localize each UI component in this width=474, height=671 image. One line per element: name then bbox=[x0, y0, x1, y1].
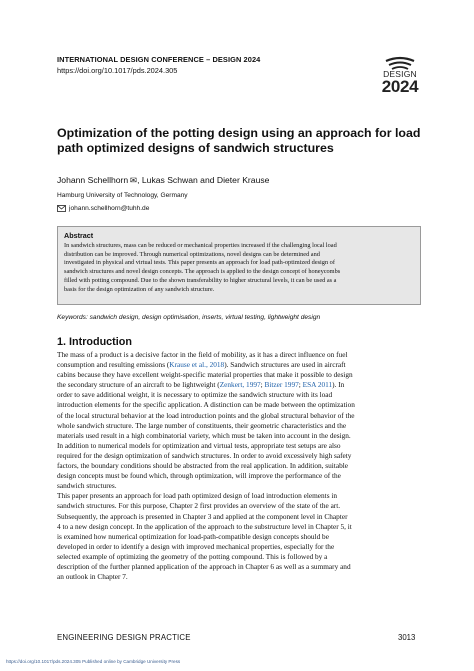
body-line: is examined how numerical optimization for load-path-compatible design concepts should be bbox=[57, 531, 329, 541]
doi-link[interactable]: https://doi.org/10.1017/pds.2024.305 bbox=[57, 66, 178, 75]
citation-link[interactable]: Krause et al., 2018 bbox=[169, 360, 225, 370]
introduction-body bbox=[57, 350, 419, 582]
body-line bbox=[57, 360, 419, 370]
body-line: factors, the boundary conditions should be abstracted from the real application. In addition, suitable bbox=[57, 461, 348, 471]
body-line: In addition to numerical models for optimization and virtual tests, appropriate test setups are also bbox=[57, 440, 341, 450]
body-line: sandwich structures. bbox=[57, 481, 117, 491]
abstract-line: investigated in physical and virtual tests. This paper presents an approach for load path-optimized design of bbox=[64, 259, 335, 267]
logo-word: DESIGN bbox=[383, 69, 417, 79]
email-address[interactable]: johann.schellhorn@tuhh.de bbox=[69, 205, 150, 212]
body-line: developed in order to identify a design with improved mechanical properties, especially for the bbox=[57, 541, 335, 551]
page-number: 3013 bbox=[398, 633, 416, 642]
body-line: materials used result in a high combinatorial variety, which must be taken into account in the design. bbox=[57, 430, 351, 440]
footer-journal: ENGINEERING DESIGN PRACTICE bbox=[57, 633, 191, 642]
body-line: 4 to a new design concept. In the application of the approach to the substructure level in Chapter 5, it bbox=[57, 521, 352, 531]
citation-link[interactable]: Zenkert, 1997 bbox=[219, 380, 261, 390]
section-heading: 1. Introduction bbox=[57, 336, 132, 348]
body-line: an outlook in Chapter 7. bbox=[57, 572, 128, 582]
abstract-line: sandwich structures and novel design concepts. The approach is applied to the design concept of honeycombs bbox=[64, 268, 341, 276]
conference-name: INTERNATIONAL DESIGN CONFERENCE – DESIGN 2024 bbox=[57, 55, 261, 64]
body-text-span: consumption and resulting emissions ( bbox=[57, 360, 170, 370]
abstract-line: distribution can be improved. Through numerical optimizations, novel designs can be determined and bbox=[64, 250, 320, 258]
body-line: sandwich structures. For this purpose, Chapter 2 first provides an overview of the state of the art. bbox=[57, 501, 341, 511]
body-text-span: ). Sandwich structures are used in aircraft bbox=[224, 360, 346, 370]
citation-link[interactable]: Bitzer 1997 bbox=[264, 380, 299, 390]
body-line: whole sandwich structure. The large number of constituents, their geometric characteristics and the bbox=[57, 420, 347, 430]
design-conference-logo bbox=[378, 56, 422, 104]
affiliation: Hamburg University of Technology, Germany bbox=[57, 192, 188, 199]
logo-arcs-icon bbox=[378, 56, 422, 70]
body-text-span: ; bbox=[298, 380, 303, 390]
envelope-icon bbox=[57, 205, 66, 212]
body-line: Subsequently, the approach is presented in Chapter 3 and applied at the component level in Chapter bbox=[57, 511, 348, 521]
body-line: cabins because they have excellent weight-specific material properties that make it possible to design bbox=[57, 370, 353, 380]
email-row bbox=[57, 205, 149, 212]
body-line: selected example of optimizing the geometry of the potting compound. This is followed by a bbox=[57, 551, 328, 561]
body-line: introduction elements for the specific application. A distinction can be made between the optimization bbox=[57, 400, 355, 410]
body-line: The mass of a product is a decisive factor in the field of mobility, as it has a direct influence on fuel bbox=[57, 350, 348, 359]
paper-title: Optimization of the potting design using an approach for load path optimized designs of sandwich structures bbox=[57, 126, 421, 155]
body-line: required for the design optimization of sandwich structures. In order to avoid excessively high safety bbox=[57, 450, 352, 460]
body-text-span: the secondary structure of an aircraft to be lightweight ( bbox=[57, 380, 220, 390]
body-line: This paper presents an approach for load path optimized design of load introduction elements in bbox=[57, 491, 338, 501]
keywords: Keywords: sandwich design, design optimisation, inserts, virtual testing, lightweight design bbox=[57, 314, 321, 321]
body-line: of the local structural behavior at the load introduction points and the global structural behavior of the bbox=[57, 410, 355, 420]
body-text-span: ; bbox=[260, 380, 265, 390]
abstract-line: basis for the design optimization of any sandwich structure. bbox=[64, 285, 215, 293]
citation-link[interactable]: ESA 2011 bbox=[302, 380, 333, 390]
body-line: order to save additional weight, it is necessary to optimize the sandwich structure with its load bbox=[57, 390, 333, 400]
abstract-line: filled with potting compound. Due to the shown transferability to higher structural levels, it can be used as a bbox=[64, 276, 337, 284]
body-line: description of the further planned application of the approach in Chapter 6 as well as a summary and bbox=[57, 561, 351, 571]
abstract-heading: Abstract bbox=[64, 231, 94, 240]
logo-year: 2024 bbox=[381, 77, 419, 96]
publisher-note[interactable]: https://doi.org/10.1017/pds.2024.305 Published online by Cambridge University Press bbox=[6, 659, 181, 664]
body-line: design concepts must be found which, through optimization, will improve the performance of the bbox=[57, 471, 341, 481]
author-list: Johann Schellhorn ✉, Lukas Schwan and Dieter Krause bbox=[57, 175, 270, 185]
abstract-box bbox=[57, 226, 421, 305]
body-line bbox=[57, 380, 419, 390]
abstract-line: In sandwich structures, mass can be reduced or mechanical properties increased if the challenging local load bbox=[64, 242, 337, 249]
body-text-span: ). In bbox=[332, 380, 345, 390]
